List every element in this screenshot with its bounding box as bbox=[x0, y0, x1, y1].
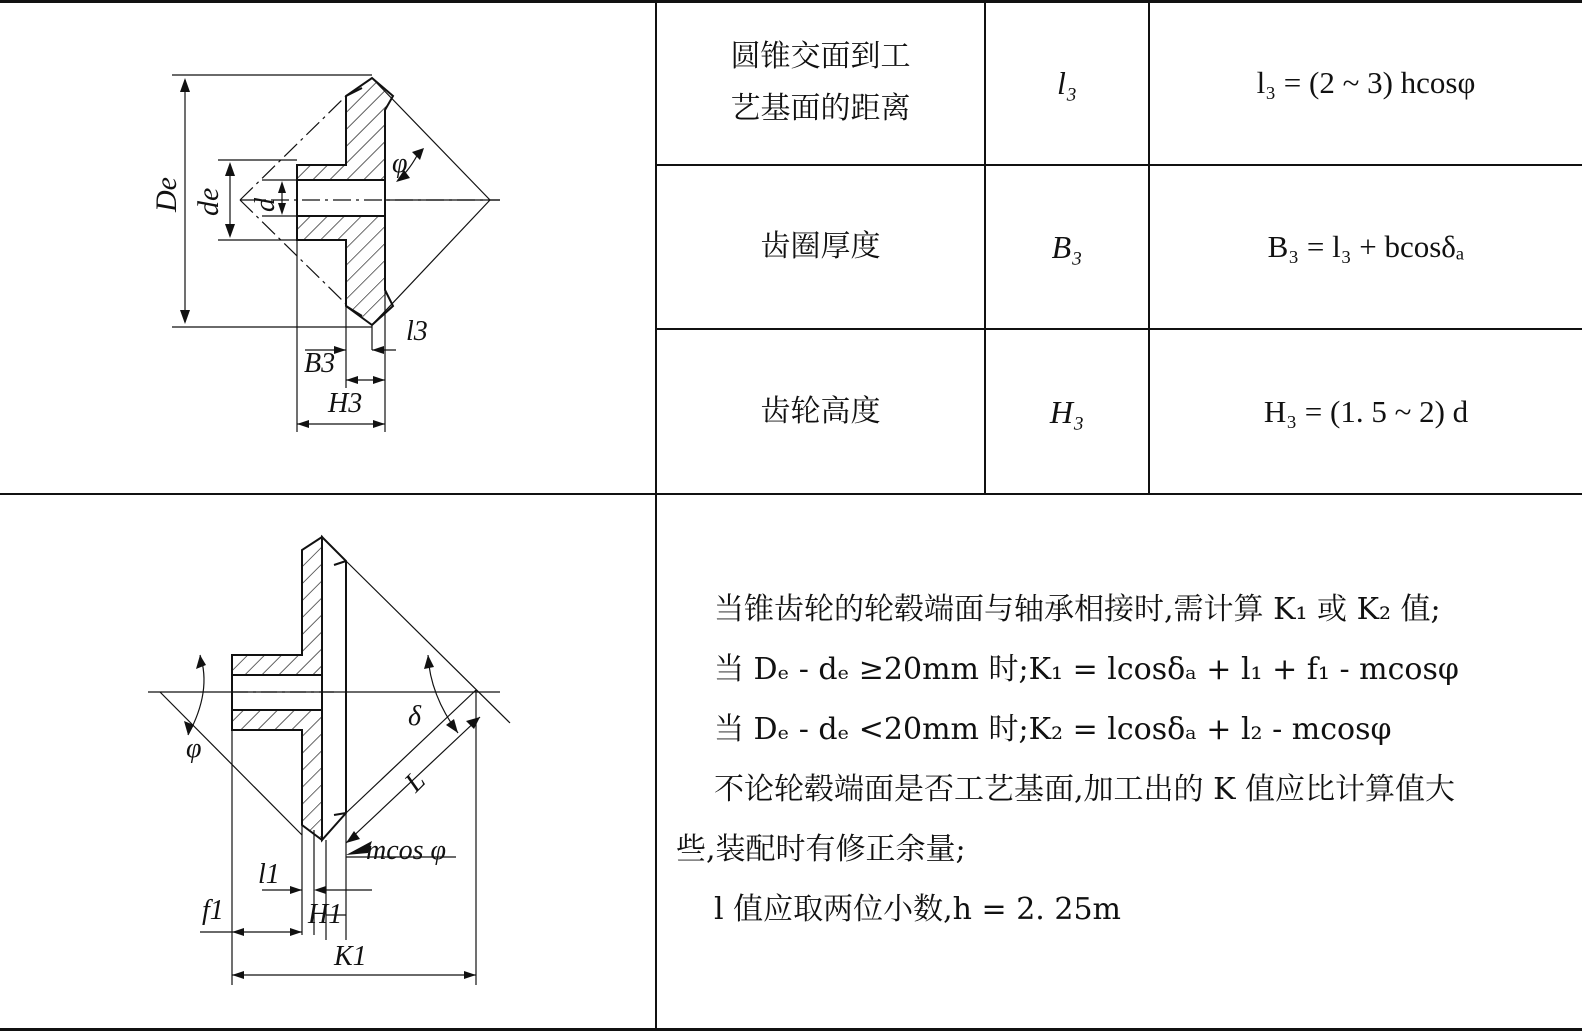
note-line: 当 Dₑ - dₑ ≥20mm 时;K₁ = lcosδₐ + l₁ + f₁ - mcosφ bbox=[714, 652, 1459, 687]
label-de: de bbox=[192, 187, 225, 216]
label-De: De bbox=[150, 177, 183, 212]
row-symbol: H₃ bbox=[1049, 393, 1085, 430]
row-symbol: l₃ bbox=[1056, 65, 1077, 101]
label-H3: H3 bbox=[328, 388, 363, 419]
row-name-cell bbox=[657, 166, 984, 328]
row-name-line: 齿轮高度 bbox=[760, 393, 881, 429]
label-H1: H1 bbox=[308, 899, 343, 930]
note-line: 当 Dₑ - dₑ <20mm 时;K₂ = lcosδₐ + l₂ - mcosφ bbox=[714, 712, 1392, 747]
note-line: 当锥齿轮的轮毂端面与轴承相接时,需计算 K₁ 或 K₂ 值; bbox=[714, 592, 1441, 627]
row-name-line: 齿圈厚度 bbox=[760, 229, 881, 264]
label-f1: f1 bbox=[202, 895, 224, 926]
bevel-gear-diagram-top bbox=[0, 0, 655, 493]
table-bottom-rule bbox=[0, 1028, 1582, 1031]
label-phi: φ bbox=[186, 733, 202, 764]
row-symbol: B₃ bbox=[1051, 229, 1083, 265]
label-mcos: mcos φ bbox=[366, 835, 447, 866]
row-formula: B₃ = l₃ + bcosδₐ bbox=[1267, 229, 1465, 264]
row-name-line: 艺基面的距离 bbox=[730, 91, 911, 126]
label-L: L bbox=[398, 765, 432, 799]
row-formula: H₃ = (1. 5 ~ 2) d bbox=[1263, 393, 1469, 429]
notes-block bbox=[676, 580, 1566, 940]
bevel-gear-diagram-bottom bbox=[0, 495, 655, 1028]
note-line: 不论轮毂端面是否工艺基面,加工出的 K 值应比计算值大 bbox=[714, 772, 1456, 807]
row-name-cell bbox=[657, 2, 984, 164]
row-name-cell bbox=[657, 330, 984, 493]
label-phi: φ bbox=[392, 148, 408, 179]
label-delta: δ bbox=[408, 701, 422, 732]
label-l1: l1 bbox=[258, 859, 280, 890]
label-K1: K1 bbox=[334, 941, 367, 972]
row-formula: l₃ = (2 ~ 3) hcosφ bbox=[1256, 65, 1476, 100]
note-line: l 值应取两位小数,h = 2. 25m bbox=[714, 892, 1121, 927]
label-B3: B3 bbox=[304, 348, 336, 379]
label-l3: l3 bbox=[406, 316, 428, 347]
label-d: d bbox=[250, 198, 281, 212]
row-name-line: 圆锥交面到工 bbox=[730, 39, 911, 74]
note-line: 些,装配时有修正余量; bbox=[676, 832, 966, 867]
